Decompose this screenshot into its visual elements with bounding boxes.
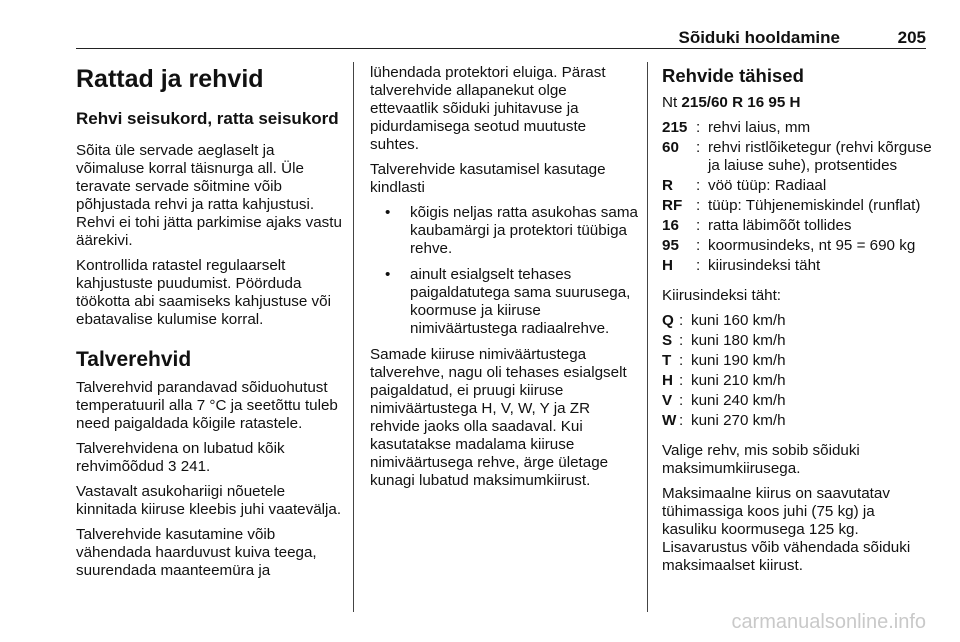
speed-index-list [662,312,932,430]
page-ref-link[interactable]: 241. [176,458,211,475]
speed-row [662,352,932,370]
definition-value: vöö tüüp: Radiaal [708,177,827,194]
speed-sep: : [679,312,684,329]
speed-row [662,332,932,350]
paragraph: Maksimaalne kiirus on saavutatav tühimassiga koos juhi (75 kg) ja kasuliku koormusega 125 kg. Lisavarustus võib vähendada sõiduki maksimaalset kiirust. [662,485,911,574]
definition-sep: : [696,237,701,254]
speed-index-title: Kiirusindeksi täht: [662,287,782,304]
speed-row [662,392,932,410]
speed-sep: : [679,412,684,429]
definition-sep: : [696,119,701,136]
definition-row [662,177,932,195]
section-title: Rehvide tähised [662,65,804,86]
paragraph: Talverehvide kasutamine võib vähendada haarduvust kuiva teega, suurendada maanteemüra ja [76,526,317,579]
list-item: • kõigis neljas ratta asukohas sama kaubamärgi ja protektori tüübiga rehve. [370,204,638,258]
definition-sep: : [696,197,701,214]
definition-list [662,119,932,275]
speed-sep: : [679,332,684,349]
definition-key: 16 [662,217,679,234]
definition-key: 60 [662,139,679,156]
paragraph-with-ref [76,440,346,476]
speed-row [662,312,932,330]
paragraph: Vastavalt asukohariigi nõuetele kinnitada kiiruse kleebis juhi vaatevälja. [76,483,342,518]
header-title: Sõiduki hooldamine [678,28,840,47]
paragraph-text: Talverehvidena on lubatud kõik rehvimõõdud [76,440,285,475]
definition-sep: : [696,177,701,194]
definition-sep: : [696,139,701,156]
definition-value: rehvi laius, mm [708,119,811,136]
speed-value: kuni 240 km/h [691,392,786,409]
page-number: 205 [897,28,926,47]
definition-row [662,237,932,255]
speed-row [662,372,932,390]
speed-key: S [662,332,673,349]
speed-key: Q [662,312,674,329]
definition-key: 95 [662,237,679,254]
speed-sep: : [679,372,684,389]
tire-code-example [662,94,932,112]
paragraph: Kontrollida ratastel regulaarselt kahjustuste puudumist. Pöörduda töökotta abi saamiseks kahjustuse või ebatavalise kulumise korral. [76,257,331,328]
speed-key: W [662,412,677,429]
definition-row [662,119,932,137]
paragraph: Valige rehv, mis sobib sõiduki maksimumkiirusega. [662,442,860,477]
definition-value: tüüp: Tühjenemiskindel (runflat) [708,197,921,214]
speed-value: kuni 180 km/h [691,332,786,349]
bullet-list [370,204,638,338]
paragraph: Talverehvid parandavad sõiduohutust temperatuuril alla 7 °C ja seetõttu tuleb need paigaldada kõigile ratastele. [76,379,338,432]
watermark: carmanualsonline.info [731,611,926,633]
speed-row [662,412,932,430]
definition-key: R [662,177,673,194]
speed-value: kuni 270 km/h [691,412,786,429]
paragraph: Samade kiiruse nimiväärtustega talverehve, nagu oli tehases esialgselt paigaldatud, ei pruugi kiiruse nimiväärtustega H, V, W, Y ja ZR rehvide jaoks olla saadaval. Kui kasutatakse madalama kiiruse nimiväärtusega rehve, ärge ületage kunagi lubatud maksimumkiirust. [370,346,627,489]
definition-key: 215 [662,119,688,136]
list-item: • ainult esialgselt tehases paigaldatutega sama suurusega, koormuse ja kiiruse nimiväärtustega radiaalrehve. [370,266,638,338]
speed-key: V [662,392,673,409]
paragraph: lühendada protektori eluiga. Pärast talverehvide allapanekut olge ettevaatlik sõiduki juhitavuse ja pidurdamisega seotud muutuste suhtes. [370,64,606,153]
definition-row [662,197,932,215]
definition-row [662,139,932,175]
speed-value: kuni 190 km/h [691,352,786,369]
column-left [76,64,346,587]
column-right [662,64,932,582]
definition-value: ratta läbimõõt tollides [708,217,852,234]
speed-value: kuni 210 km/h [691,372,786,389]
definition-value: koormusindeks, nt 95 = 690 kg [708,237,916,254]
column-divider [647,62,648,612]
speed-sep: : [679,392,684,409]
subsection-title: Rehvi seisukord, ratta seisukord [76,109,339,128]
definition-row [662,217,932,235]
paragraph: Sõita üle servade aeglaselt ja võimaluse korral täisnurga all. Üle teravate servade sõitmine võib põhjustada rehvi ja ratta kahjustusi. Rehvi ei tohi jätta parkimise ajaks vastu äärekivi. [76,142,342,249]
definition-key: H [662,257,673,274]
column-divider [353,62,354,612]
speed-key: H [662,372,673,389]
definition-value: rehvi ristlõiketegur (rehvi kõrguse ja laiuse suhe), protsentides [708,139,932,174]
section-title: Rattad ja rehvid [76,65,264,93]
intro-prefix: Nt [662,94,682,111]
paragraph: Talverehvide kasutamisel kasutage kindlasti [370,161,606,196]
definition-row [662,257,932,275]
page-header [76,20,926,49]
speed-key: T [662,352,672,369]
definition-key: RF [662,197,683,214]
definition-value: kiirusindeksi täht [708,257,821,274]
definition-sep: : [696,217,701,234]
speed-sep: : [679,352,684,369]
definition-sep: : [696,257,701,274]
speed-value: kuni 160 km/h [691,312,786,329]
tire-code: 215/60 R 16 95 H [681,94,801,111]
subsection-title-winter: Talverehvid [76,348,192,371]
page-ref-icon[interactable]: 3 [168,458,177,475]
column-middle [370,64,638,497]
